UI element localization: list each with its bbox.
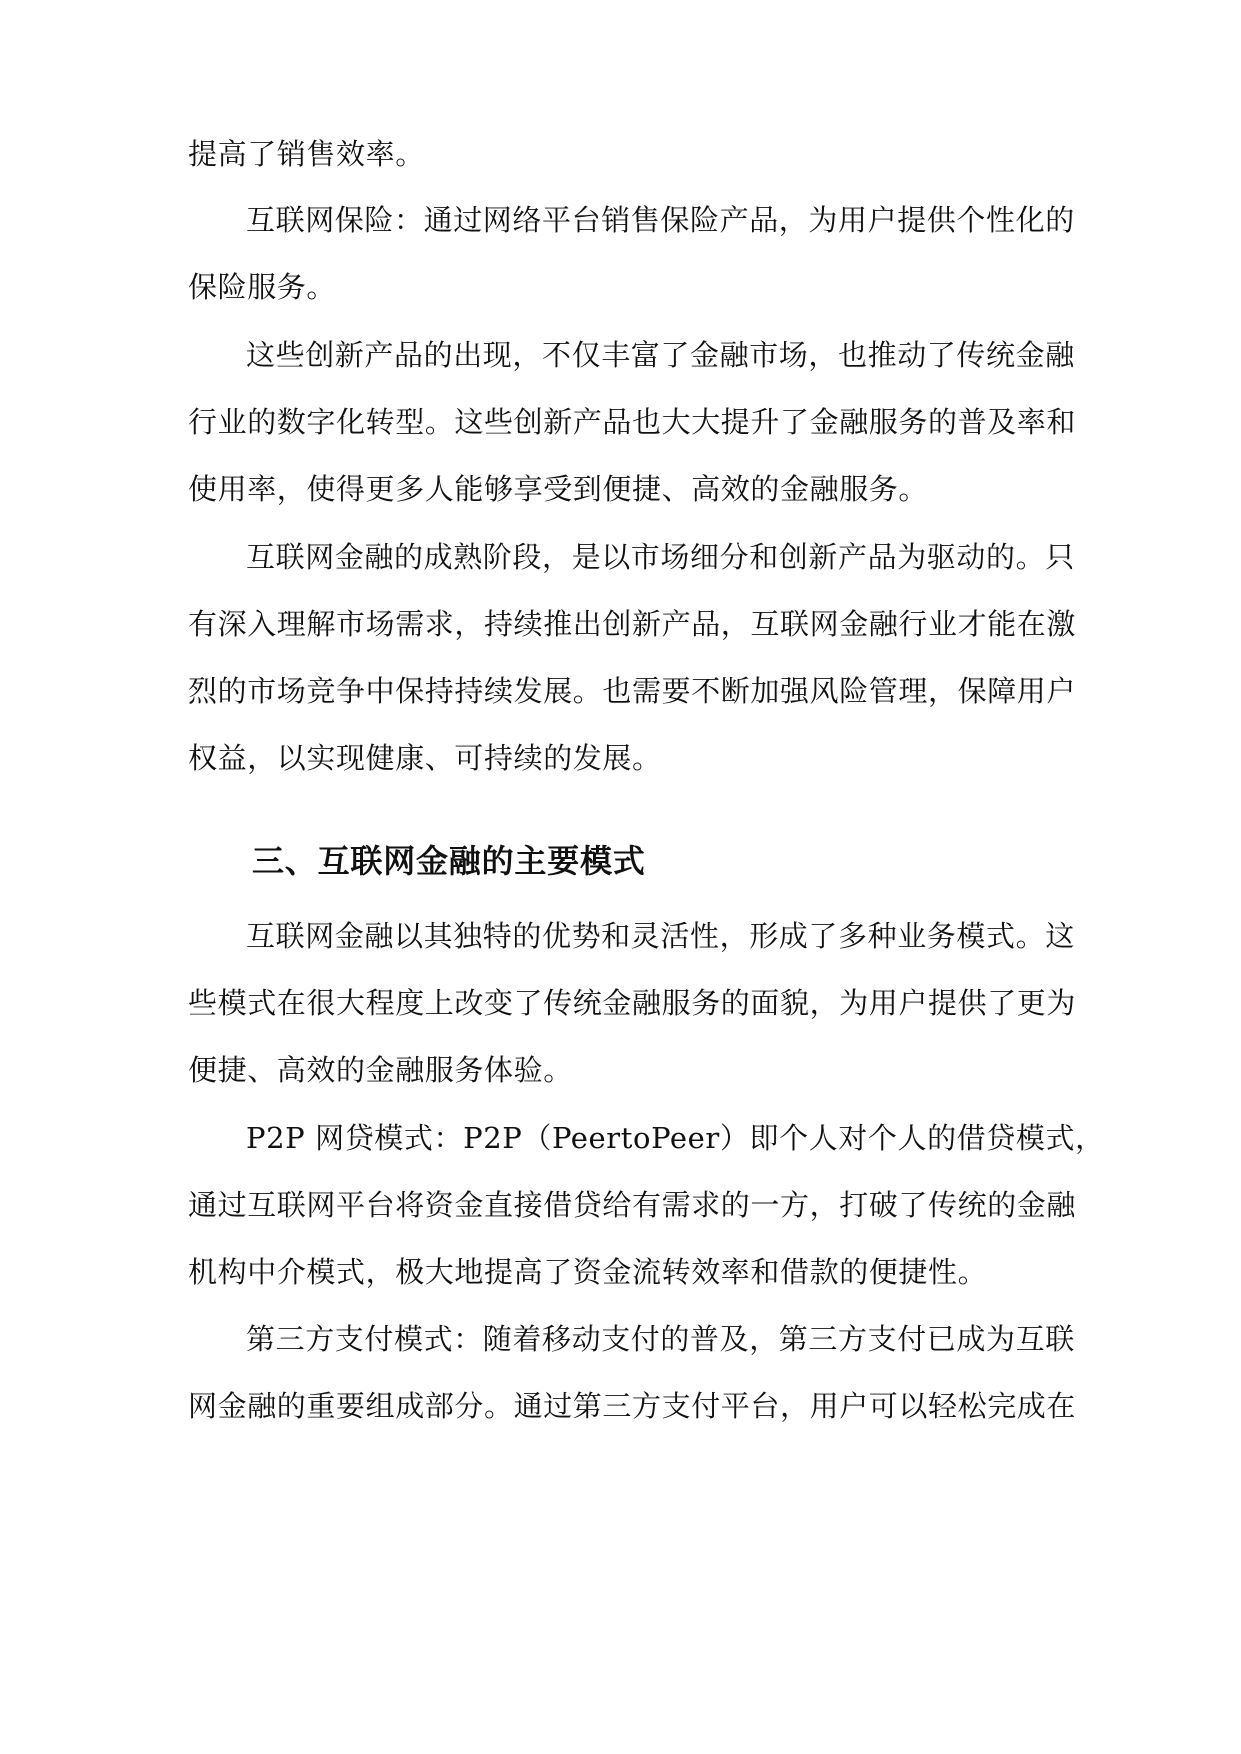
paragraph-line: 行业的数字化转型。这些创新产品也大大提升了金融服务的普及率和 (188, 405, 1077, 439)
paragraph-line: 权益，以实现健康、可持续的发展。 (188, 741, 662, 775)
paragraph-line: 互联网金融以其独特的优势和灵活性，形成了多种业务模式。这 (246, 919, 1075, 953)
paragraph-line: 些模式在很大程度上改变了传统金融服务的面貌，为用户提供了更为 (188, 986, 1077, 1020)
paragraph-line: 烈的市场竞争中保持持续发展。也需要不断加强风险管理，保障用户 (188, 674, 1077, 708)
paragraph-line: 便捷、高效的金融服务体验。 (188, 1053, 573, 1087)
paragraph-line: 网金融的重要组成部分。通过第三方支付平台，用户可以轻松完成在 (188, 1389, 1077, 1423)
paragraph-line: 通过互联网平台将资金直接借贷给有需求的一方，打破了传统的金融 (188, 1188, 1077, 1222)
paragraph-line: 互联网金融的成熟阶段，是以市场细分和创新产品为驱动的。只 (246, 540, 1075, 574)
paragraph-line: P2P 网贷模式：P2P（PeertoPeer）即个人对个人的借贷模式， (246, 1121, 1105, 1155)
paragraph-line: 互联网保险：通过网络平台销售保险产品，为用户提供个性化的 (246, 203, 1075, 237)
paragraph-line: 机构中介模式，极大地提高了资金流转效率和借款的便捷性。 (188, 1255, 988, 1289)
section-heading: 三、互联网金融的主要模式 (252, 842, 646, 880)
paragraph-line: 提高了销售效率。 (188, 137, 425, 171)
paragraph-line: 第三方支付模式：随着移动支付的普及，第三方支付已成为互联 (246, 1322, 1075, 1356)
paragraph-line: 保险服务。 (188, 270, 337, 304)
paragraph-line: 使用率，使得更多人能够享受到便捷、高效的金融服务。 (188, 472, 929, 506)
paragraph-line: 有深入理解市场需求，持续推出创新产品，互联网金融行业才能在激 (188, 607, 1077, 641)
paragraph-line: 这些创新产品的出现，不仅丰富了金融市场，也推动了传统金融 (246, 338, 1075, 372)
